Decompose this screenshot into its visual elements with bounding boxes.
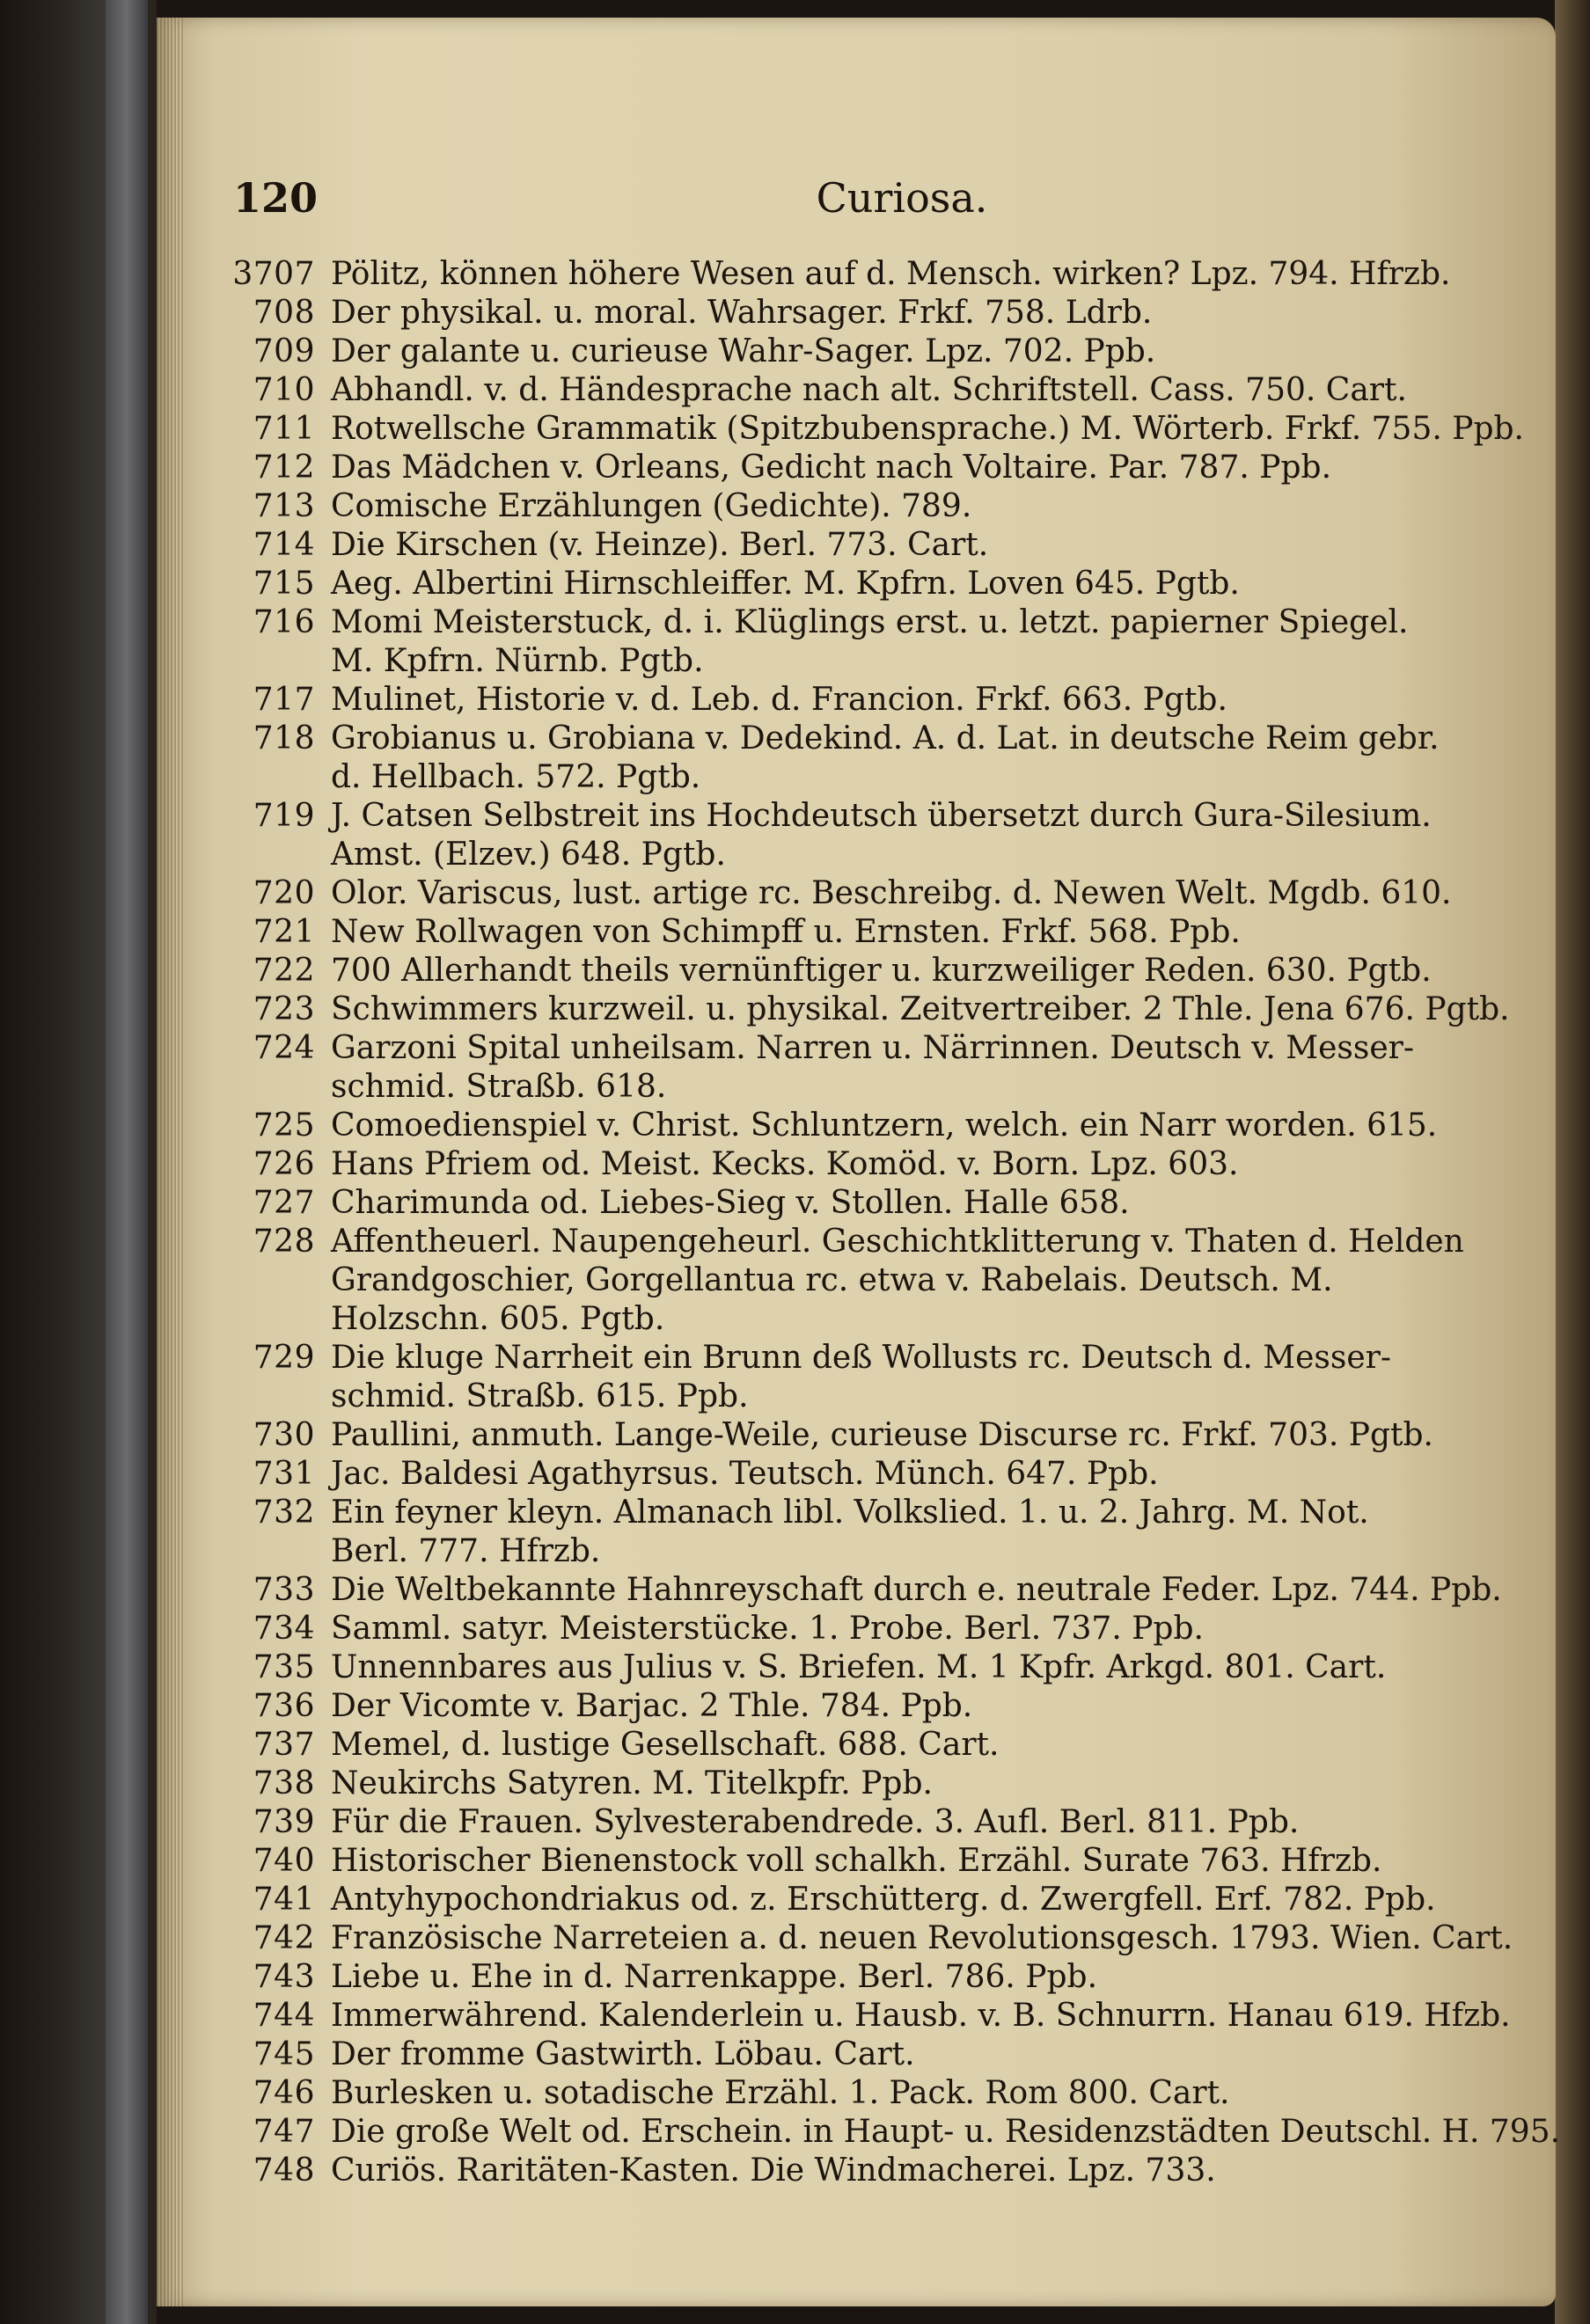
entry-line: Der Vicomte v. Barjac. 2 Thle. 784. Ppb.	[331, 1688, 973, 1724]
page-gutter	[157, 18, 183, 2306]
entry-line: Charimunda od. Liebes-Sieg v. Stollen. Halle 658.	[331, 1185, 1130, 1221]
entry-text	[331, 1610, 1476, 1648]
entry-number: 729	[253, 1340, 315, 1376]
entry-line: Die große Welt od. Erschein. in Haupt- u. Residenzstädten Deutschl. H. 795.	[331, 2114, 1561, 2150]
entry-number: 733	[253, 1572, 315, 1608]
entry-line: Abhandl. v. d. Händesprache nach alt. Schriftstell. Cass. 750. Cart.	[331, 372, 1407, 408]
entry-text	[331, 1455, 1476, 1494]
entry-line: Pölitz, können höhere Wesen auf d. Mensch. wirken? Lpz. 794. Hfrzb.	[331, 256, 1451, 292]
running-title: Curiosa.	[816, 174, 988, 222]
entry-number: 735	[253, 1649, 315, 1685]
catalog-entry	[227, 1029, 1476, 1107]
entry-line: Antyhypochondriakus od. z. Erschütterg. d. Zwergfell. Erf. 782. Ppb.	[331, 1882, 1436, 1918]
entry-number: 726	[253, 1146, 315, 1182]
entry-text	[331, 255, 1476, 294]
entry-line: Amst. (Elzev.) 648. Pgtb.	[331, 837, 726, 873]
entry-line: Das Mädchen v. Orleans, Gedicht nach Voltaire. Par. 787. Ppb.	[331, 449, 1332, 486]
entry-number: 719	[253, 798, 315, 834]
entry-text	[331, 1145, 1476, 1184]
entry-line: New Rollwagen von Schimpff u. Ernsten. Frkf. 568. Ppb.	[331, 914, 1241, 950]
entry-text	[331, 371, 1476, 410]
entry-number: 721	[253, 914, 315, 950]
entry-number: 725	[253, 1107, 315, 1144]
entry-number: 728	[253, 1224, 315, 1260]
catalog-entry	[227, 565, 1476, 603]
entry-text	[331, 720, 1476, 797]
entry-line: Historischer Bienenstock voll schalkh. Erzähl. Surate 763. Hfrzb.	[331, 1843, 1382, 1879]
entry-line: Burlesken u. sotadische Erzähl. 1. Pack. Rom 800. Cart.	[331, 2075, 1230, 2111]
entry-number: 708	[253, 295, 315, 331]
catalog-entry	[227, 1455, 1476, 1494]
entry-number: 709	[253, 333, 315, 369]
entry-text	[331, 681, 1476, 720]
entry-text	[331, 1842, 1476, 1881]
entry-line: Jac. Baldesi Agathyrsus. Teutsch. Münch. 647. Ppb.	[331, 1456, 1159, 1492]
entry-number: 723	[253, 991, 315, 1027]
entry-number: 737	[253, 1727, 315, 1763]
entry-number: 739	[253, 1804, 315, 1840]
entry-number: 743	[253, 1959, 315, 1995]
catalog-entry	[227, 1107, 1476, 1145]
entry-number: 710	[253, 372, 315, 408]
catalog-entry	[227, 1726, 1476, 1765]
entry-line: Memel, d. lustige Gesellschaft. 688. Cart.	[331, 1727, 1000, 1763]
page-edge-shadow	[1555, 0, 1590, 2324]
entry-text	[331, 1881, 1476, 1919]
catalog-entry	[227, 1881, 1476, 1919]
catalog-entry	[227, 449, 1476, 487]
entry-text	[331, 333, 1476, 371]
entry-number: 730	[253, 1417, 315, 1453]
catalog-entry	[227, 603, 1476, 681]
entry-line: Die Weltbekannte Hahnreyschaft durch e. neutrale Feder. Lpz. 744. Ppb.	[331, 1572, 1502, 1608]
entry-text	[331, 874, 1476, 913]
catalog-entry	[227, 2152, 1476, 2190]
entry-line: Grandgoschier, Gorgellantua rc. etwa v. Rabelais. Deutsch. M.	[331, 1262, 1333, 1298]
page-number: 120	[233, 174, 319, 222]
entry-number: 734	[253, 1611, 315, 1647]
entry-line: M. Kpfrn. Nürnb. Pgtb.	[331, 643, 704, 679]
catalog-entry	[227, 1919, 1513, 1958]
entry-line: Der fromme Gastwirth. Löbau. Cart.	[331, 2036, 915, 2072]
entry-text	[331, 449, 1476, 487]
entry-number: 740	[253, 1843, 315, 1879]
entry-line: Mulinet, Historie v. d. Leb. d. Francion. Frkf. 663. Pgtb.	[331, 682, 1227, 718]
entry-text	[331, 1416, 1476, 1455]
catalog-entry	[227, 255, 1476, 294]
entry-line: schmid. Straßb. 618.	[331, 1069, 667, 1105]
entry-number: 732	[253, 1495, 315, 1531]
entry-text	[331, 1494, 1476, 1571]
catalog-entry	[227, 1416, 1476, 1455]
catalog-entry	[227, 990, 1510, 1029]
entry-text	[331, 2113, 1560, 2152]
entry-number: 722	[253, 953, 315, 989]
entry-text	[331, 1803, 1476, 1842]
entry-text	[331, 952, 1476, 990]
entry-line: Ein feyner kleyn. Almanach libl. Volkslied. 1. u. 2. Jahrg. M. Not.	[331, 1495, 1369, 1531]
entry-line: 700 Allerhandt theils vernünftiger u. kurzweiliger Reden. 630. Pgtb.	[331, 953, 1432, 989]
entry-number: 3707	[232, 256, 315, 292]
entry-text	[331, 2152, 1476, 2190]
catalog-entries	[227, 255, 1561, 2190]
catalog-entry	[227, 487, 1476, 526]
catalog-entry	[227, 720, 1476, 797]
catalog-entry	[227, 1494, 1476, 1571]
catalog-entry	[227, 874, 1476, 913]
entry-text	[331, 565, 1476, 603]
entry-line: Holzschn. 605. Pgtb.	[331, 1301, 665, 1337]
catalog-entry	[227, 952, 1476, 990]
entry-line: Curiös. Raritäten-Kasten. Die Windmacherei. Lpz. 733.	[331, 2152, 1216, 2189]
entry-number: 712	[253, 449, 315, 486]
entry-line: Der galante u. curieuse Wahr-Sager. Lpz. 702. Ppb.	[331, 333, 1156, 369]
catalog-entry	[227, 1184, 1476, 1223]
entry-text	[331, 913, 1476, 952]
entry-number: 716	[253, 604, 315, 640]
entry-number: 747	[253, 2114, 315, 2150]
entry-text	[331, 2035, 1476, 2074]
catalog-entry	[227, 1765, 1476, 1803]
entry-line: Hans Pfriem od. Meist. Kecks. Komöd. v. Born. Lpz. 603.	[331, 1146, 1239, 1182]
entry-number: 741	[253, 1882, 315, 1918]
catalog-entry	[227, 1610, 1476, 1648]
entry-number: 715	[253, 566, 315, 602]
entry-text	[331, 1107, 1476, 1145]
entry-number: 717	[253, 682, 315, 718]
catalog-entry	[227, 294, 1476, 333]
catalog-entry	[227, 797, 1476, 874]
entry-text	[331, 990, 1510, 1029]
catalog-entry	[227, 526, 1476, 565]
entry-line: Rotwellsche Grammatik (Spitzbubensprache.) M. Wörterb. Frkf. 755. Ppb.	[331, 411, 1524, 447]
entry-text	[331, 1765, 1476, 1803]
book-spine	[0, 0, 157, 2324]
entry-number: 718	[253, 720, 315, 756]
catalog-entry	[227, 1571, 1502, 1610]
catalog-entry	[227, 1958, 1476, 1997]
entry-text	[331, 1648, 1476, 1687]
catalog-entry	[227, 1648, 1476, 1687]
entry-line: Berl. 777. Hfrzb.	[331, 1533, 601, 1569]
entry-text	[331, 797, 1476, 874]
entry-text	[331, 1223, 1476, 1339]
bookmark-ribbon	[106, 0, 148, 2324]
entry-text	[331, 1029, 1476, 1107]
entry-line: Comische Erzählungen (Gedichte). 789.	[331, 488, 972, 524]
entry-text	[331, 410, 1524, 449]
entry-line: Liebe u. Ehe in d. Narrenkappe. Berl. 786. Ppb.	[331, 1959, 1098, 1995]
entry-text	[331, 294, 1476, 333]
entry-line: Neukirchs Satyren. M. Titelkpfr. Ppb.	[331, 1765, 933, 1801]
entry-number: 748	[253, 2152, 315, 2189]
entry-line: Die kluge Narrheit ein Brunn deß Wollusts rc. Deutsch d. Messer-	[331, 1340, 1392, 1376]
entry-number: 713	[253, 488, 315, 524]
entry-line: d. Hellbach. 572. Pgtb.	[331, 759, 701, 795]
entry-line: J. Catsen Selbstreit ins Hochdeutsch übersetzt durch Gura-Silesium.	[331, 798, 1432, 834]
entry-line: Der physikal. u. moral. Wahrsager. Frkf. 758. Ldrb.	[331, 295, 1153, 331]
entry-line: Für die Frauen. Sylvesterabendrede. 3. Aufl. Berl. 811. Ppb.	[331, 1804, 1300, 1840]
catalog-entry	[227, 681, 1476, 720]
entry-line: Aeg. Albertini Hirnschleiffer. M. Kpfrn. Loven 645. Pgtb.	[331, 566, 1240, 602]
entry-number: 731	[253, 1456, 315, 1492]
entry-line: Olor. Variscus, lust. artige rc. Beschreibg. d. Newen Welt. Mgdb. 610.	[331, 875, 1452, 911]
entry-line: Französische Narreteien a. d. neuen Revolutionsgesch. 1793. Wien. Cart.	[331, 1920, 1513, 1956]
entry-text	[331, 1571, 1502, 1610]
catalog-entry	[227, 1687, 1476, 1726]
catalog-entry	[227, 1145, 1476, 1184]
entry-line: Paullini, anmuth. Lange-Weile, curieuse Discurse rc. Frkf. 703. Pgtb.	[331, 1417, 1434, 1453]
entry-number: 711	[253, 411, 315, 447]
entry-number: 727	[253, 1185, 315, 1221]
entry-text	[331, 1726, 1476, 1765]
entry-line: Grobianus u. Grobiana v. Dedekind. A. d. Lat. in deutsche Reim gebr.	[331, 720, 1440, 756]
entry-number: 720	[253, 875, 315, 911]
catalog-entry	[227, 2113, 1561, 2152]
catalog-entry	[227, 1339, 1476, 1416]
entry-number: 744	[253, 1998, 315, 2034]
catalog-entry	[227, 1842, 1476, 1881]
entry-text	[331, 1958, 1476, 1997]
entry-text	[331, 1919, 1513, 1958]
catalog-entry	[227, 1997, 1511, 2035]
entry-text	[331, 1687, 1476, 1726]
entry-line: Garzoni Spital unheilsam. Narren u. Närrinnen. Deutsch v. Messer-	[331, 1030, 1415, 1066]
entry-line: Unnennbares aus Julius v. S. Briefen. M. 1 Kpfr. Arkgd. 801. Cart.	[331, 1649, 1387, 1685]
entry-number: 742	[253, 1920, 315, 1956]
entry-line: Samml. satyr. Meisterstücke. 1. Probe. Berl. 737. Ppb.	[331, 1611, 1204, 1647]
entry-line: Affentheuerl. Naupengeheurl. Geschichtklitterung v. Thaten d. Helden	[331, 1224, 1464, 1260]
entry-line: Comoedienspiel v. Christ. Schluntzern, welch. ein Narr worden. 615.	[331, 1107, 1438, 1144]
entry-number: 714	[253, 527, 315, 563]
entry-number: 746	[253, 2075, 315, 2111]
entry-text	[331, 487, 1476, 526]
entry-line: Die Kirschen (v. Heinze). Berl. 773. Cart.	[331, 527, 989, 563]
entry-number: 738	[253, 1765, 315, 1801]
page-header	[233, 174, 1483, 227]
entry-number: 745	[253, 2036, 315, 2072]
entry-line: schmid. Straßb. 615. Ppb.	[331, 1378, 749, 1414]
entry-text	[331, 1184, 1476, 1223]
catalog-entry	[227, 371, 1476, 410]
catalog-entry	[227, 410, 1524, 449]
entry-line: Schwimmers kurzweil. u. physikal. Zeitvertreiber. 2 Thle. Jena 676. Pgtb.	[331, 991, 1510, 1027]
catalog-entry	[227, 333, 1476, 371]
entry-text	[331, 526, 1476, 565]
catalog-entry	[227, 2074, 1476, 2113]
entry-number: 736	[253, 1688, 315, 1724]
catalog-entry	[227, 2035, 1476, 2074]
entry-text	[331, 1997, 1511, 2035]
catalog-entry	[227, 1223, 1476, 1339]
entry-line: Immerwährend. Kalenderlein u. Hausb. v. B. Schnurrn. Hanau 619. Hfzb.	[331, 1998, 1511, 2034]
catalog-entry	[227, 913, 1476, 952]
entry-number: 724	[253, 1030, 315, 1066]
entry-line: Momi Meisterstuck, d. i. Klüglings erst. u. letzt. papierner Spiegel.	[331, 604, 1409, 640]
entry-text	[331, 2074, 1476, 2113]
entry-text	[331, 603, 1476, 681]
entry-text	[331, 1339, 1476, 1416]
catalog-entry	[227, 1803, 1476, 1842]
